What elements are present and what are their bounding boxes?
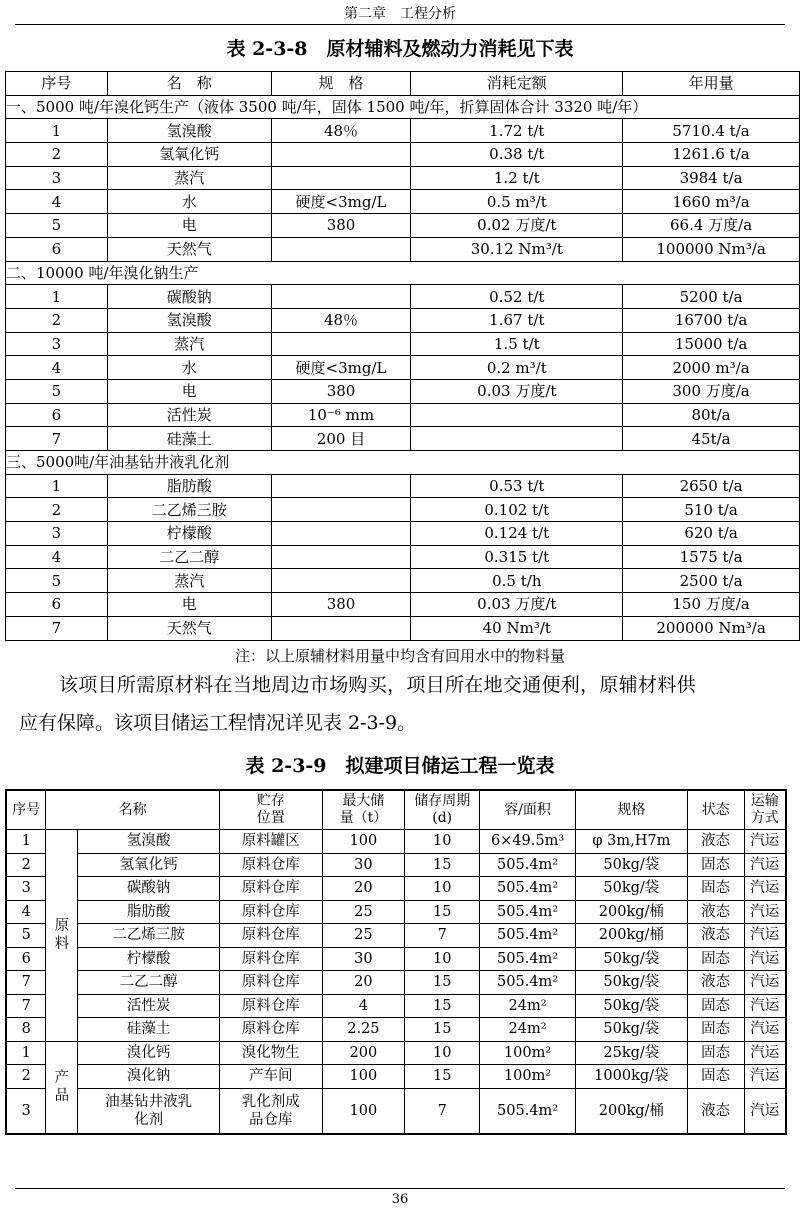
cell-period: 10 bbox=[405, 877, 480, 901]
cell-name: 柠檬酸 bbox=[78, 947, 220, 971]
col-header-0: 序号 bbox=[6, 72, 108, 96]
cell-state: 固态 bbox=[687, 947, 744, 971]
cell-name: 二乙烯三胺 bbox=[78, 924, 220, 948]
cell-spec bbox=[271, 332, 411, 356]
cell-spec: 1000kg/袋 bbox=[575, 1065, 687, 1089]
cell-spec: 50kg/袋 bbox=[575, 1018, 687, 1042]
cell-name: 天然气 bbox=[107, 237, 271, 261]
cell-quota bbox=[411, 427, 623, 451]
cell-location: 原料罐区 bbox=[219, 830, 322, 854]
cell-period: 15 bbox=[405, 994, 480, 1018]
cell-annual: 16700 t/a bbox=[623, 308, 800, 332]
cell-max: 4 bbox=[322, 994, 405, 1018]
section-label: 一、5000 吨/年溴化钙生产（液体 3500 吨/年，固体 1500 吨/年，折算固体合计 3320 吨/年） bbox=[6, 95, 800, 119]
cell-name: 活性炭 bbox=[107, 403, 271, 427]
cell-max: 30 bbox=[322, 853, 405, 877]
cell-location: 原料仓库 bbox=[219, 947, 322, 971]
cell-no: 7 bbox=[6, 971, 46, 995]
cell-name: 氢氧化钙 bbox=[107, 143, 271, 167]
cell-name: 蒸汽 bbox=[107, 569, 271, 593]
cell-state: 固态 bbox=[687, 853, 744, 877]
cell-trans: 汽运 bbox=[744, 877, 786, 901]
cell-name: 电 bbox=[107, 379, 271, 403]
cell-state: 固态 bbox=[687, 1018, 744, 1042]
cell-volume: 505.4m² bbox=[480, 1088, 576, 1134]
cell-name: 脂肪酸 bbox=[78, 900, 220, 924]
cell-no: 2 bbox=[6, 498, 108, 522]
cell-no: 5 bbox=[6, 569, 108, 593]
table-row bbox=[6, 994, 786, 1018]
cell-quota: 0.02 万度/t bbox=[411, 214, 623, 238]
cell-name bbox=[78, 1088, 220, 1134]
cell-annual: 1660 m³/a bbox=[623, 190, 800, 214]
table-row bbox=[6, 616, 800, 640]
cell-trans: 汽运 bbox=[744, 1088, 786, 1134]
col-header-4: 年用量 bbox=[623, 72, 800, 96]
section-row bbox=[6, 95, 800, 119]
cell-no: 2 bbox=[6, 308, 108, 332]
cell-spec: 200 目 bbox=[271, 427, 411, 451]
table-row bbox=[6, 119, 800, 143]
col-header-3: 消耗定额 bbox=[411, 72, 623, 96]
cell-spec bbox=[271, 285, 411, 309]
cell-quota: 0.03 万度/t bbox=[411, 379, 623, 403]
cell-spec: 48％ bbox=[271, 119, 411, 143]
cell-state: 液态 bbox=[687, 830, 744, 854]
cell-annual: 100000 Nm³/a bbox=[623, 237, 800, 261]
table-row bbox=[6, 569, 800, 593]
table-row bbox=[6, 1065, 786, 1089]
cell-location: 原料仓库 bbox=[219, 853, 322, 877]
table-row bbox=[6, 237, 800, 261]
cell-name: 水 bbox=[107, 190, 271, 214]
col-header-1: 名 称 bbox=[107, 72, 271, 96]
col-header-volume: 容/面积 bbox=[480, 790, 576, 830]
cell-spec: 200kg/桶 bbox=[575, 1088, 687, 1134]
cell-name: 活性炭 bbox=[78, 994, 220, 1018]
cell-location: 原料仓库 bbox=[219, 924, 322, 948]
cell-volume: 505.4m² bbox=[480, 853, 576, 877]
cell-quota: 0.5 m³/t bbox=[411, 190, 623, 214]
col-header-location-l2: 位置 bbox=[256, 810, 285, 826]
cell-no: 1 bbox=[6, 119, 108, 143]
col-header-transport bbox=[744, 790, 786, 830]
cell-annual: 2650 t/a bbox=[623, 474, 800, 498]
cell-name: 溴化钠 bbox=[78, 1065, 220, 1089]
cell-trans: 汽运 bbox=[744, 1018, 786, 1042]
section-label: 三、5000吨/年油基钻井液乳化剂 bbox=[6, 451, 800, 475]
cell-no: 6 bbox=[6, 237, 108, 261]
col-header-period bbox=[405, 790, 480, 830]
table1-note: 注：以上原辅材料用量中均含有回用水中的物料量 bbox=[234, 647, 565, 665]
table-row bbox=[6, 308, 800, 332]
cell-spec: 380 bbox=[271, 593, 411, 617]
table-row bbox=[6, 877, 786, 901]
cell-name: 硅藻土 bbox=[107, 427, 271, 451]
cell-no: 2 bbox=[6, 1065, 46, 1089]
cell-spec: 10⁻⁶ mm bbox=[271, 403, 411, 427]
cell-name: 天然气 bbox=[107, 616, 271, 640]
cell-no: 5 bbox=[6, 924, 46, 948]
cell-spec: 200kg/桶 bbox=[575, 924, 687, 948]
table-row bbox=[6, 214, 800, 238]
cell-annual: 5710.4 t/a bbox=[623, 119, 800, 143]
group-raw-l1: 原 bbox=[54, 918, 70, 935]
cell-name: 氢溴酸 bbox=[107, 119, 271, 143]
table-row bbox=[6, 947, 786, 971]
cell-max: 25 bbox=[322, 900, 405, 924]
table-row bbox=[6, 924, 786, 948]
cell-name: 蒸汽 bbox=[107, 332, 271, 356]
cell-location: 原料仓库 bbox=[219, 877, 322, 901]
cell-quota: 30.12 Nm³/t bbox=[411, 237, 623, 261]
cell-annual: 1261.6 t/a bbox=[623, 143, 800, 167]
cell-name: 硅藻土 bbox=[78, 1018, 220, 1042]
cell-name: 柠檬酸 bbox=[107, 522, 271, 546]
cell-name: 氢溴酸 bbox=[107, 308, 271, 332]
table-row bbox=[6, 379, 800, 403]
cell-max: 100 bbox=[322, 1088, 405, 1134]
cell-spec bbox=[271, 498, 411, 522]
cell-max: 200 bbox=[322, 1041, 405, 1065]
table-row bbox=[6, 498, 800, 522]
cell-spec: 50kg/袋 bbox=[575, 877, 687, 901]
cell-no: 3 bbox=[6, 522, 108, 546]
cell-no: 1 bbox=[6, 285, 108, 309]
cell-name-l2: 化剂 bbox=[134, 1111, 164, 1128]
col-header-location bbox=[219, 790, 322, 830]
cell-location-l1: 乳化剂成 bbox=[241, 1093, 300, 1110]
cell-quota: 1.67 t/t bbox=[411, 308, 623, 332]
cell-name-l1: 油基钻井液乳 bbox=[105, 1093, 193, 1110]
table-row bbox=[6, 522, 800, 546]
col-header-transport-l2: 方式 bbox=[750, 810, 779, 826]
cell-period: 15 bbox=[405, 1065, 480, 1089]
group-prod-l1: 产 bbox=[54, 1070, 70, 1086]
cell-location bbox=[219, 1088, 322, 1134]
table2-title: 表 2-3-9 拟建项目储运工程一览表 bbox=[245, 755, 555, 777]
cell-annual: 3984 t/a bbox=[623, 166, 800, 190]
group-prod-l2: 品 bbox=[54, 1088, 70, 1104]
table-row bbox=[6, 593, 800, 617]
cell-no: 4 bbox=[6, 545, 108, 569]
cell-period: 15 bbox=[405, 900, 480, 924]
cell-no: 1 bbox=[6, 830, 46, 854]
cell-name: 水 bbox=[107, 356, 271, 380]
cell-quota: 1.72 t/t bbox=[411, 119, 623, 143]
cell-no: 3 bbox=[6, 877, 46, 901]
cell-state: 固态 bbox=[687, 877, 744, 901]
table-row bbox=[6, 900, 786, 924]
cell-trans: 汽运 bbox=[744, 994, 786, 1018]
cell-annual: 45t/a bbox=[623, 427, 800, 451]
cell-name: 二乙烯三胺 bbox=[107, 498, 271, 522]
cell-annual: 2000 m³/a bbox=[623, 356, 800, 380]
cell-spec: 200kg/桶 bbox=[575, 900, 687, 924]
cell-spec: 50kg/袋 bbox=[575, 853, 687, 877]
cell-spec: 50kg/袋 bbox=[575, 994, 687, 1018]
cell-period: 15 bbox=[405, 853, 480, 877]
cell-name: 溴化钙 bbox=[78, 1041, 220, 1065]
cell-name: 蒸汽 bbox=[107, 166, 271, 190]
group-raw-l2: 料 bbox=[54, 936, 70, 953]
storage-table bbox=[5, 789, 787, 1135]
cell-quota bbox=[411, 403, 623, 427]
table-row bbox=[6, 143, 800, 167]
group-raw-material bbox=[46, 830, 78, 1042]
cell-volume: 505.4m² bbox=[480, 947, 576, 971]
cell-volume: 100m² bbox=[480, 1041, 576, 1065]
cell-trans: 汽运 bbox=[744, 1065, 786, 1089]
cell-no: 4 bbox=[6, 356, 108, 380]
table-row bbox=[6, 474, 800, 498]
cell-spec bbox=[271, 166, 411, 190]
cell-trans: 汽运 bbox=[744, 924, 786, 948]
cell-max: 20 bbox=[322, 877, 405, 901]
cell-no: 1 bbox=[6, 474, 108, 498]
cell-spec: 50kg/袋 bbox=[575, 971, 687, 995]
cell-location: 原料仓库 bbox=[219, 900, 322, 924]
table-row bbox=[6, 427, 800, 451]
page-header: 第二章 工程分析 bbox=[344, 6, 456, 22]
cell-name: 电 bbox=[107, 214, 271, 238]
table-row bbox=[6, 166, 800, 190]
cell-spec: 硬度<3mg/L bbox=[271, 356, 411, 380]
cell-quota: 0.38 t/t bbox=[411, 143, 623, 167]
footer-rule bbox=[15, 1188, 785, 1189]
paragraph-line-1: 该项目所需原材料在当地周边市场购买，项目所在地交通便利，原辅材料供 bbox=[59, 674, 696, 696]
table-row bbox=[6, 285, 800, 309]
cell-quota: 0.102 t/t bbox=[411, 498, 623, 522]
cell-no: 6 bbox=[6, 593, 108, 617]
cell-max: 100 bbox=[322, 1065, 405, 1089]
cell-no: 7 bbox=[6, 427, 108, 451]
cell-volume: 505.4m² bbox=[480, 971, 576, 995]
cell-location: 原料仓库 bbox=[219, 994, 322, 1018]
cell-name: 二乙二醇 bbox=[107, 545, 271, 569]
col-header-state: 状态 bbox=[687, 790, 744, 830]
cell-volume: 100m² bbox=[480, 1065, 576, 1089]
cell-spec bbox=[271, 616, 411, 640]
cell-no: 7 bbox=[6, 616, 108, 640]
cell-period: 7 bbox=[405, 1088, 480, 1134]
cell-no: 5 bbox=[6, 214, 108, 238]
cell-spec bbox=[271, 522, 411, 546]
cell-name: 碳酸钠 bbox=[107, 285, 271, 309]
cell-name: 氢氧化钙 bbox=[78, 853, 220, 877]
cell-no: 6 bbox=[6, 403, 108, 427]
page-number: 36 bbox=[391, 1192, 409, 1207]
table-row bbox=[6, 830, 786, 854]
col-header-transport-l1: 运输 bbox=[750, 793, 779, 809]
group-product bbox=[46, 1041, 78, 1134]
cell-spec bbox=[271, 569, 411, 593]
col-header-max bbox=[322, 790, 405, 830]
cell-volume: 24m² bbox=[480, 994, 576, 1018]
cell-quota: 0.315 t/t bbox=[411, 545, 623, 569]
cell-volume: 24m² bbox=[480, 1018, 576, 1042]
cell-annual: 150 万度/a bbox=[623, 593, 800, 617]
cell-annual: 620 t/a bbox=[623, 522, 800, 546]
cell-spec bbox=[271, 143, 411, 167]
cell-no: 4 bbox=[6, 900, 46, 924]
cell-annual: 5200 t/a bbox=[623, 285, 800, 309]
section-row bbox=[6, 261, 800, 285]
cell-state: 固态 bbox=[687, 1065, 744, 1089]
cell-no: 3 bbox=[6, 1088, 46, 1134]
cell-state: 液态 bbox=[687, 971, 744, 995]
cell-spec: 50kg/袋 bbox=[575, 947, 687, 971]
cell-trans: 汽运 bbox=[744, 853, 786, 877]
table1-title: 表 2-3-8 原材辅料及燃动力消耗见下表 bbox=[226, 38, 574, 60]
cell-quota: 0.53 t/t bbox=[411, 474, 623, 498]
cell-period: 10 bbox=[405, 1041, 480, 1065]
cell-period: 7 bbox=[405, 924, 480, 948]
cell-period: 15 bbox=[405, 971, 480, 995]
cell-state: 液态 bbox=[687, 924, 744, 948]
cell-state: 固态 bbox=[687, 1041, 744, 1065]
cell-annual: 1575 t/a bbox=[623, 545, 800, 569]
cell-trans: 汽运 bbox=[744, 1041, 786, 1065]
cell-name: 二乙二醇 bbox=[78, 971, 220, 995]
cell-no: 3 bbox=[6, 166, 108, 190]
cell-location: 溴化物生 bbox=[219, 1041, 322, 1065]
table-row bbox=[6, 971, 786, 995]
cell-max: 2.25 bbox=[322, 1018, 405, 1042]
cell-trans: 汽运 bbox=[744, 971, 786, 995]
cell-annual: 80t/a bbox=[623, 403, 800, 427]
cell-name: 电 bbox=[107, 593, 271, 617]
col-header-max-l1: 最大储 bbox=[342, 793, 385, 809]
table-row bbox=[6, 1088, 786, 1134]
cell-spec: 380 bbox=[271, 214, 411, 238]
cell-max: 100 bbox=[322, 830, 405, 854]
cell-no: 2 bbox=[6, 853, 46, 877]
table-row bbox=[6, 190, 800, 214]
cell-location: 原料仓库 bbox=[219, 1018, 322, 1042]
cell-state: 液态 bbox=[687, 1088, 744, 1134]
cell-volume: 505.4m² bbox=[480, 900, 576, 924]
section-label: 二、10000 吨/年溴化钠生产 bbox=[6, 261, 800, 285]
cell-trans: 汽运 bbox=[744, 900, 786, 924]
cell-period: 10 bbox=[405, 947, 480, 971]
cell-quota: 0.124 t/t bbox=[411, 522, 623, 546]
cell-max: 30 bbox=[322, 947, 405, 971]
cell-state: 固态 bbox=[687, 994, 744, 1018]
table-row bbox=[6, 332, 800, 356]
cell-max: 20 bbox=[322, 971, 405, 995]
cell-spec bbox=[271, 474, 411, 498]
col-header-spec: 规格 bbox=[575, 790, 687, 830]
cell-quota: 0.03 万度/t bbox=[411, 593, 623, 617]
cell-annual: 2500 t/a bbox=[623, 569, 800, 593]
cell-spec: 380 bbox=[271, 379, 411, 403]
cell-annual: 15000 t/a bbox=[623, 332, 800, 356]
cell-spec: 25kg/袋 bbox=[575, 1041, 687, 1065]
cell-no: 1 bbox=[6, 1041, 46, 1065]
table-row bbox=[6, 403, 800, 427]
cell-no: 6 bbox=[6, 947, 46, 971]
table-row bbox=[6, 1041, 786, 1065]
cell-trans: 汽运 bbox=[744, 830, 786, 854]
cell-annual: 200000 Nm³/a bbox=[623, 616, 800, 640]
table-row bbox=[6, 853, 786, 877]
cell-annual: 300 万度/a bbox=[623, 379, 800, 403]
cell-location-l2: 品仓库 bbox=[248, 1111, 293, 1128]
cell-volume: 505.4m² bbox=[480, 924, 576, 948]
cell-no: 8 bbox=[6, 1018, 46, 1042]
cell-spec: 48％ bbox=[271, 308, 411, 332]
cell-no: 5 bbox=[6, 379, 108, 403]
cell-volume: 6×49.5m³ bbox=[480, 830, 576, 854]
col-header-2: 规 格 bbox=[271, 72, 411, 96]
table-row bbox=[6, 1018, 786, 1042]
cell-quota: 0.5 t/h bbox=[411, 569, 623, 593]
cell-quota: 0.52 t/t bbox=[411, 285, 623, 309]
cell-max: 25 bbox=[322, 924, 405, 948]
table2-header-row bbox=[6, 790, 786, 830]
cell-no: 7 bbox=[6, 994, 46, 1018]
col-header-period-l1: 储存周期 bbox=[414, 793, 471, 809]
cell-name: 氢溴酸 bbox=[78, 830, 220, 854]
cell-no: 4 bbox=[6, 190, 108, 214]
section-row bbox=[6, 451, 800, 475]
cell-spec: 硬度<3mg/L bbox=[271, 190, 411, 214]
cell-period: 10 bbox=[405, 830, 480, 854]
paragraph-line-2: 应有保障。该项目储运工程情况详见表 2-3-9。 bbox=[19, 712, 417, 734]
table-row bbox=[6, 356, 800, 380]
cell-volume: 505.4m² bbox=[480, 877, 576, 901]
table-row bbox=[6, 545, 800, 569]
cell-trans: 汽运 bbox=[744, 947, 786, 971]
cell-quota: 1.5 t/t bbox=[411, 332, 623, 356]
cell-spec: φ 3m,H7m bbox=[575, 830, 687, 854]
col-header-name: 名称 bbox=[46, 790, 219, 830]
header-rule bbox=[15, 24, 785, 25]
col-header-location-l1: 贮存 bbox=[256, 793, 285, 809]
cell-spec bbox=[271, 237, 411, 261]
cell-annual: 510 t/a bbox=[623, 498, 800, 522]
cell-name: 脂肪酸 bbox=[107, 474, 271, 498]
cell-annual: 66.4 万度/a bbox=[623, 214, 800, 238]
cell-spec bbox=[271, 545, 411, 569]
col-header-no: 序号 bbox=[6, 790, 46, 830]
cell-state: 液态 bbox=[687, 900, 744, 924]
cell-location: 产车间 bbox=[219, 1065, 322, 1089]
cell-no: 3 bbox=[6, 332, 108, 356]
cell-name: 碳酸钠 bbox=[78, 877, 220, 901]
cell-quota: 40 Nm³/t bbox=[411, 616, 623, 640]
cell-quota: 1.2 t/t bbox=[411, 166, 623, 190]
cell-location: 原料仓库 bbox=[219, 971, 322, 995]
cell-period: 15 bbox=[405, 1018, 480, 1042]
table1-header-row bbox=[6, 72, 800, 96]
cell-no: 2 bbox=[6, 143, 108, 167]
cell-quota: 0.2 m³/t bbox=[411, 356, 623, 380]
col-header-max-l2: 量（t） bbox=[339, 810, 388, 826]
consumption-table bbox=[5, 71, 800, 641]
col-header-period-l2: (d) bbox=[432, 810, 453, 826]
